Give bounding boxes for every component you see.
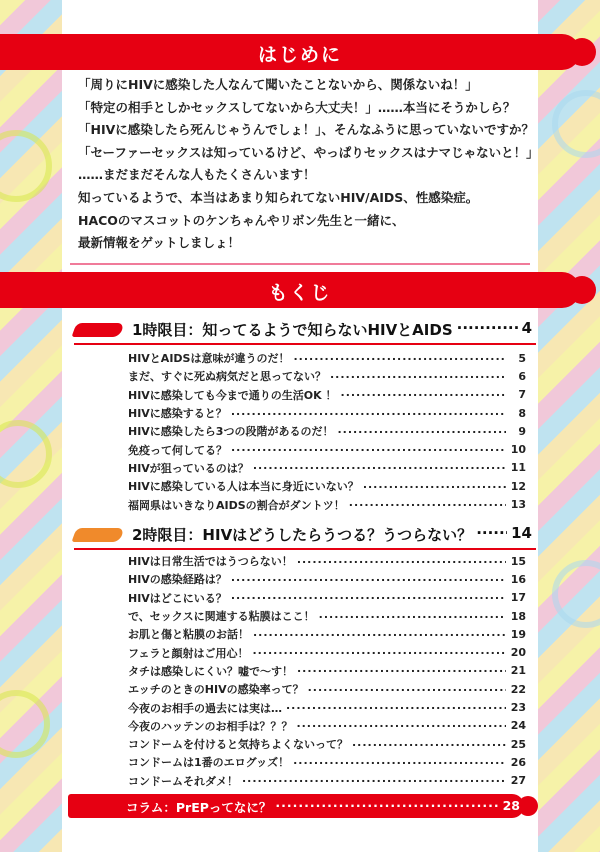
column-cap xyxy=(518,796,538,816)
toc-entry-label: フェラと顔射はご用心！ xyxy=(128,646,249,660)
background-virus-decoration xyxy=(0,130,52,202)
toc-entry-page: 10 xyxy=(510,443,526,457)
chapter-underline xyxy=(74,548,536,550)
dot-leader xyxy=(476,520,507,541)
column-link[interactable] xyxy=(68,794,538,818)
toc-entry-label: HIVに感染すると？ xyxy=(128,407,227,421)
toc-entry-label: HIVに感染している人は本当に身近にいない？ xyxy=(128,480,359,494)
toc-entry-label: コンドームを付けると気持ちよくないって？ xyxy=(128,738,348,752)
toc-entry-page: 17 xyxy=(510,591,526,605)
toc-entry-label: コンドームは1番のエログッズ！ xyxy=(128,756,290,770)
chapter-2-link[interactable] xyxy=(74,521,536,547)
toc-entry-label: エッチのときのHIVの感染率って？ xyxy=(128,683,304,697)
toc-entry-label: 免疫って何してる？ xyxy=(128,443,227,457)
toc-entry[interactable] xyxy=(128,662,526,680)
toc-entry-label: HIVに感染したら3つの段階があるのだ！ xyxy=(128,425,334,439)
toc-entry[interactable] xyxy=(128,698,526,716)
intro-heading: はじめに xyxy=(257,44,342,66)
toc-entry-page: 6 xyxy=(518,369,526,383)
dot-leader xyxy=(275,795,498,813)
toc-entry[interactable] xyxy=(128,440,526,458)
intro-line: 知っているようで、本当はあまり知られてないHIV/AIDS、性感染症。 xyxy=(78,189,479,205)
chapter-page: 4 xyxy=(521,319,532,337)
toc-entry-page: 22 xyxy=(510,682,526,696)
chapter-title: 1時限目：知ってるようで知らないHIVとAIDS xyxy=(132,321,453,339)
intro-line: 「HIVに感染したら死んじゃうんでしょ！」、そんなふうに思っていないですか？ xyxy=(78,122,535,138)
toc-entry-page: 9 xyxy=(518,424,526,438)
toc-entry-page: 27 xyxy=(510,774,526,788)
toc-entry[interactable] xyxy=(128,367,526,385)
chapter-1-items xyxy=(128,349,526,514)
toc-entry-page: 18 xyxy=(510,609,526,623)
toc-entry-page: 19 xyxy=(510,627,526,641)
toc-entry-page: 24 xyxy=(510,719,526,733)
toc-entry-page: 11 xyxy=(510,461,526,475)
toc-entry-label: 今夜のハッテンのお相手は？？？ xyxy=(128,719,293,733)
dot-leader xyxy=(457,315,518,336)
background-virus-decoration xyxy=(552,90,600,158)
toc-heading: もくじ xyxy=(268,282,332,304)
intro-line: 「セーファーセックスは知っているけど、やっぱりセックスはナマじゃないと！」 xyxy=(78,144,539,160)
toc-entry-label: HIVに感染しても今まで通りの生活OK ！ xyxy=(128,388,337,402)
toc-entry[interactable] xyxy=(128,552,526,570)
toc-entry[interactable] xyxy=(128,386,526,404)
toc-entry[interactable] xyxy=(128,477,526,495)
toc-entry-page: 21 xyxy=(510,664,526,678)
column-page: 28 xyxy=(502,798,520,813)
toc-entry-label: まだ、すぐに死ぬ病気だと思ってない？ xyxy=(128,370,326,384)
chapter-1-link[interactable] xyxy=(74,316,536,342)
toc-entry[interactable] xyxy=(128,349,526,367)
toc-entry-page: 12 xyxy=(510,479,526,493)
toc-entry[interactable] xyxy=(128,422,526,440)
toc-entry-label: で、セックスに関連する粘膜はここ！ xyxy=(128,610,315,624)
toc-entry-label: 福岡県はいきなりAIDSの割合がダントツ！ xyxy=(128,498,345,512)
toc-entry-page: 16 xyxy=(510,572,526,586)
chapter-underline xyxy=(74,343,536,345)
chapter-2-items xyxy=(128,552,526,790)
toc-entry-page: 7 xyxy=(518,388,526,402)
intro-line: 最新情報をゲットしましょ！ xyxy=(78,235,241,251)
toc-entry-label: お肌と傷と粘膜のお話！ xyxy=(128,628,249,642)
chapter-title: 2時限目：HIVはどうしたらうつる？うつらない？ xyxy=(132,526,473,544)
toc-entry[interactable] xyxy=(128,680,526,698)
toc-entry-page: 26 xyxy=(510,755,526,769)
intro-line: 「周りにHIVに感染した人なんて聞いたことないから、関係ないね！」 xyxy=(78,77,478,92)
toc-entry[interactable] xyxy=(128,772,526,790)
chapter-page: 14 xyxy=(511,524,532,542)
toc-entry[interactable] xyxy=(128,589,526,607)
toc-heading-banner xyxy=(0,262,600,318)
intro-line: ……まだまだそんな人もたくさんいます！ xyxy=(78,167,316,183)
toc-entry[interactable] xyxy=(128,625,526,643)
toc-entry-page: 23 xyxy=(510,701,526,715)
intro-heading-banner xyxy=(0,24,600,80)
intro-text xyxy=(78,74,539,255)
column-title: コラム：PrEPってなに？ xyxy=(126,800,272,815)
toc-entry-label: HIVはどこにいる？ xyxy=(128,591,227,605)
toc-entry-page: 13 xyxy=(510,498,526,512)
intro-line: HACOのマスコットのケンちゃんやリボン先生と一緒に、 xyxy=(78,212,405,228)
toc-entry-label: コンドームそれダメ！ xyxy=(128,774,238,788)
background-virus-decoration xyxy=(0,420,52,488)
toc-entry-page: 20 xyxy=(510,646,526,660)
toc-entry[interactable] xyxy=(128,753,526,771)
toc-entry-label: HIVの感染経路は？ xyxy=(128,573,227,587)
toc-entry-label: HIVが狙っているのは？ xyxy=(128,461,249,475)
toc-entry[interactable] xyxy=(128,643,526,661)
toc-entry-label: HIVは日常生活ではうつらない！ xyxy=(128,555,293,569)
toc-entry-label: HIVとAIDSは意味が違うのだ！ xyxy=(128,352,290,366)
worm-mascot-icon xyxy=(71,528,124,542)
background-virus-decoration xyxy=(552,560,600,628)
background-virus-decoration xyxy=(0,690,50,758)
toc-entry-page: 25 xyxy=(510,737,526,751)
toc-entry[interactable] xyxy=(128,570,526,588)
toc-entry-page: 15 xyxy=(510,554,526,568)
toc-entry[interactable] xyxy=(128,735,526,753)
toc-entry[interactable] xyxy=(128,459,526,477)
intro-line: 「特定の相手としかセックスしてないから大丈夫！」……本当にそうかしら？ xyxy=(78,99,516,115)
toc-entry-page: 5 xyxy=(518,351,526,365)
toc-entry[interactable] xyxy=(128,404,526,422)
toc-entry-label: 今夜のお相手の過去には実は… xyxy=(128,701,282,715)
toc-entry[interactable] xyxy=(128,717,526,735)
toc-entry-page: 8 xyxy=(518,406,526,420)
toc-entry[interactable] xyxy=(128,495,526,513)
toc-entry-label: タチは感染しにくい？嘘で〜す！ xyxy=(128,664,293,678)
toc-entry[interactable] xyxy=(128,607,526,625)
worm-mascot-icon xyxy=(71,323,124,337)
